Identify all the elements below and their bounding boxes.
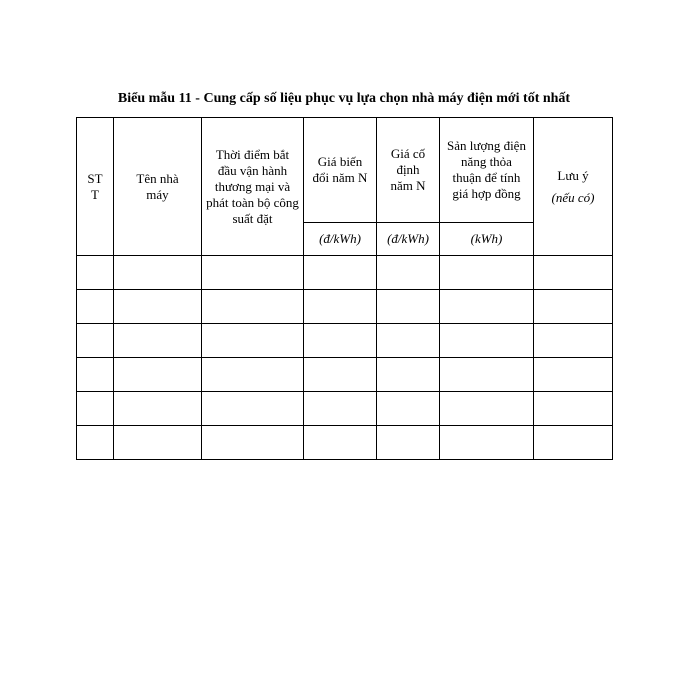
table-cell — [77, 358, 114, 392]
table-cell — [534, 426, 613, 460]
table-cell — [114, 358, 202, 392]
table-cell — [377, 358, 440, 392]
table-cell — [77, 324, 114, 358]
table-cell — [377, 324, 440, 358]
unit-fixed-price: (đ/kWh) — [377, 223, 440, 256]
form-title: Biểu mẫu 11 - Cung cấp số liệu phục vụ lựa chọn nhà máy điện mới tốt nhất — [117, 91, 571, 106]
table-cell — [377, 392, 440, 426]
table-cell — [114, 392, 202, 426]
table-cell — [534, 290, 613, 324]
header-commercial-time — [202, 118, 304, 256]
header-agreed-output-label: Sản lượng điện năng thỏa thuận để tính giá hợp đồng — [447, 138, 526, 201]
table-cell — [202, 392, 304, 426]
header-agreed-output — [440, 118, 534, 223]
table-cell — [440, 358, 534, 392]
table-cell — [534, 256, 613, 290]
header-stt-label: STT — [87, 170, 103, 202]
header-commercial-time-label: Thời điểm bắt đầu vận hành thương mại và phát toàn bộ công suất đặt — [206, 146, 299, 226]
table-cell — [77, 256, 114, 290]
table-cell — [77, 290, 114, 324]
table-row — [77, 256, 613, 290]
header-stt — [77, 118, 114, 256]
unit-variable-price: (đ/kWh) — [304, 223, 377, 256]
table-row — [77, 392, 613, 426]
table-cell — [304, 290, 377, 324]
table-row — [77, 426, 613, 460]
table-cell — [304, 324, 377, 358]
header-plant-name-label: Tên nhà máy — [136, 170, 179, 202]
table-cell — [440, 256, 534, 290]
table-cell — [202, 324, 304, 358]
header-note-label: Lưu ý — [557, 167, 589, 183]
table-cell — [202, 358, 304, 392]
table-cell — [534, 392, 613, 426]
table-cell — [440, 426, 534, 460]
table-row — [77, 324, 613, 358]
table-cell — [377, 256, 440, 290]
header-variable-price — [304, 118, 377, 223]
table-cell — [377, 426, 440, 460]
table-cell — [114, 426, 202, 460]
table-cell — [377, 290, 440, 324]
table-cell — [114, 290, 202, 324]
header-variable-price-label: Giá biến đổi năm N — [312, 154, 368, 185]
header-fixed-price-label: Giá cố định năm N — [390, 146, 426, 193]
table-row — [77, 290, 613, 324]
table-cell — [202, 256, 304, 290]
table-cell — [114, 324, 202, 358]
unit-agreed-output: (kWh) — [440, 223, 534, 256]
table-cell — [114, 256, 202, 290]
table-body — [77, 256, 613, 460]
table-cell — [202, 426, 304, 460]
data-form-table — [76, 117, 613, 460]
table-cell — [534, 358, 613, 392]
table-cell — [440, 392, 534, 426]
table-cell — [440, 290, 534, 324]
table-row — [77, 358, 613, 392]
header-plant-name — [114, 118, 202, 256]
table-cell — [304, 358, 377, 392]
header-fixed-price — [377, 118, 440, 223]
table-cell — [77, 426, 114, 460]
table-cell — [202, 290, 304, 324]
header-note — [534, 118, 613, 256]
table-cell — [77, 392, 114, 426]
table-cell — [534, 324, 613, 358]
table-cell — [304, 256, 377, 290]
header-note-sub: (nếu có) — [551, 189, 595, 205]
table-cell — [304, 426, 377, 460]
table-cell — [440, 324, 534, 358]
table-cell — [304, 392, 377, 426]
